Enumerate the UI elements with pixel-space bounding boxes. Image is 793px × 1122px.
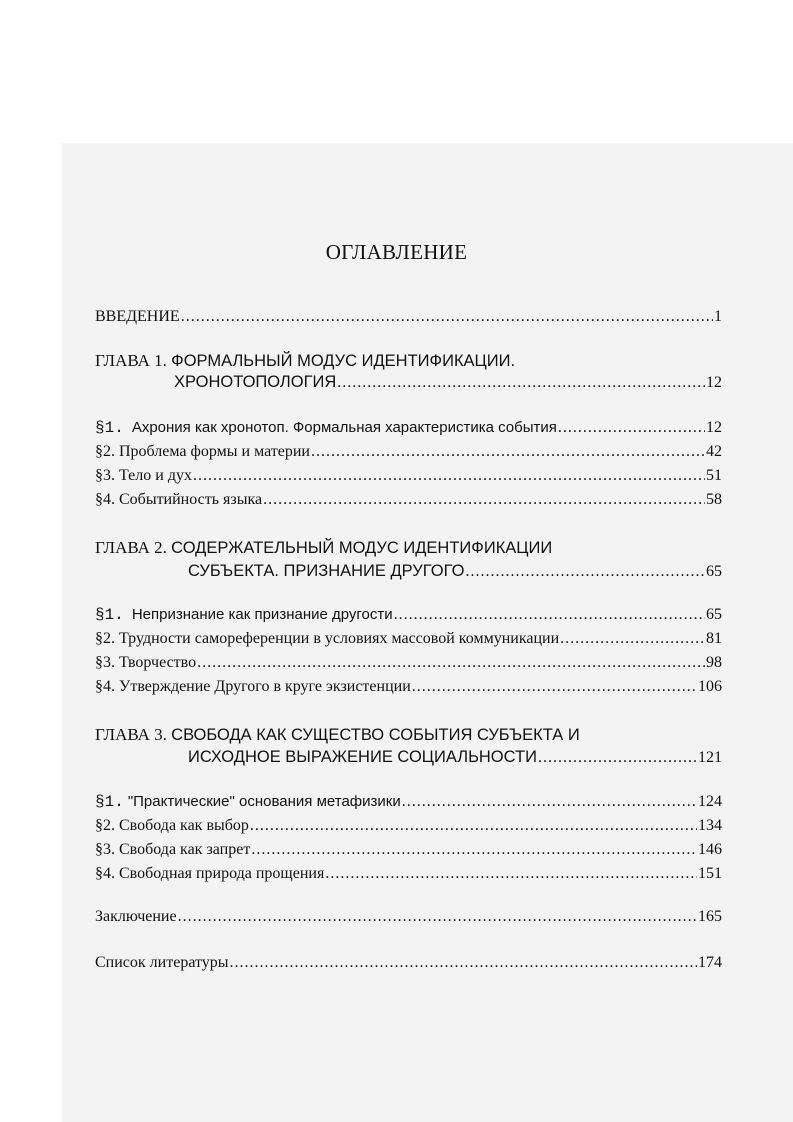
toc-page: 51 xyxy=(706,467,722,484)
toc-page: 98 xyxy=(706,654,722,671)
section-number: §2. xyxy=(95,817,115,834)
chapter-3-heading xyxy=(95,725,580,745)
toc-entry-ch3-s2 xyxy=(95,817,722,841)
toc-entry-ch3-s1 xyxy=(95,793,722,817)
leader-dots xyxy=(558,419,705,437)
leader-dots xyxy=(412,678,697,696)
leader-dots xyxy=(193,467,705,485)
toc-entry-bibliography xyxy=(95,954,722,978)
chapter-1-heading xyxy=(95,351,515,371)
toc-page: 106 xyxy=(698,678,722,695)
section-number: §3. xyxy=(95,654,115,671)
chapter-prefix: ГЛАВА 1. xyxy=(95,351,172,370)
toc-page: 174 xyxy=(698,954,722,971)
toc-label: ВВЕДЕНИЕ xyxy=(95,308,180,325)
chapter-prefix: ГЛАВА 2. xyxy=(95,538,172,557)
toc-entry-ch1-s3 xyxy=(95,467,722,491)
toc-page: 134 xyxy=(698,817,722,834)
toc-entry-ch1-s4 xyxy=(95,491,722,515)
leader-dots xyxy=(465,563,705,581)
section-title: Ахрония как хронотоп. Формальная характеристика события xyxy=(131,419,557,436)
toc-entry-ch2-s4 xyxy=(95,678,722,702)
leader-dots xyxy=(230,954,697,972)
leader-dots xyxy=(250,817,697,835)
toc-entry-ch2-s3 xyxy=(95,654,722,678)
toc-entry-ch3-s4 xyxy=(95,865,722,889)
chapter-2-heading xyxy=(95,538,552,558)
leader-dots xyxy=(402,793,697,811)
leader-dots xyxy=(311,443,705,461)
section-number: §3. xyxy=(95,841,115,858)
toc-page: 124 xyxy=(698,793,722,810)
section-number: §1. xyxy=(95,606,124,624)
page-title: ОГЛАВЛЕНИЕ xyxy=(325,240,468,264)
toc-label: СУБЪЕКТА. ПРИЗНАНИЕ ДРУГОГО xyxy=(188,562,465,580)
chapter-title: СОДЕРЖАТЕЛЬНЫЙ МОДУС ИДЕНТИФИКАЦИИ xyxy=(171,539,553,557)
toc-entry-ch1-s1 xyxy=(95,419,722,443)
leader-dots xyxy=(181,308,713,326)
toc-page: 12 xyxy=(706,374,722,391)
section-number: §4. xyxy=(95,678,115,695)
section-number: §3. xyxy=(95,467,115,484)
section-number: §2. xyxy=(95,443,115,460)
leader-dots xyxy=(394,606,705,624)
leader-dots xyxy=(337,374,705,392)
toc-page: 42 xyxy=(706,443,722,460)
toc-page: 1 xyxy=(714,308,722,325)
toc-entry-ch3-s3 xyxy=(95,841,722,865)
section-title: Утверждение Другого в круге экзистенции xyxy=(119,678,411,695)
section-title: Свободная природа прощения xyxy=(119,865,325,882)
section-title: Событийность языка xyxy=(119,491,263,508)
toc-entry-chapter-1 xyxy=(174,373,722,397)
toc-entry-ch2-s2 xyxy=(95,630,722,654)
leader-dots xyxy=(538,749,697,767)
section-number: §2. xyxy=(95,630,115,647)
section-number: §4. xyxy=(95,491,115,508)
section-title: Трудности самореференции в условиях массовой коммуникации xyxy=(119,630,560,647)
leader-dots xyxy=(325,865,697,883)
toc-entry-intro xyxy=(95,308,722,332)
section-title: Непризнание как признание другости xyxy=(131,606,393,623)
toc-page: 65 xyxy=(706,606,722,623)
leader-dots xyxy=(178,908,697,926)
toc-page: 165 xyxy=(698,908,722,925)
toc-page: 58 xyxy=(706,491,722,508)
toc-label: ХРОНОТОПОЛОГИЯ xyxy=(174,373,337,391)
toc-page: 146 xyxy=(698,841,722,858)
leader-dots xyxy=(197,654,705,672)
section-title: Проблема формы и материи xyxy=(119,443,310,460)
section-number: §4. xyxy=(95,865,115,882)
toc-page: 151 xyxy=(698,865,722,882)
toc-page: 121 xyxy=(698,749,722,766)
toc-entry-chapter-3 xyxy=(188,748,722,772)
toc-page: 81 xyxy=(706,630,722,647)
toc-page: 65 xyxy=(706,563,722,580)
section-number: §1. xyxy=(95,419,124,437)
toc-entry-conclusion xyxy=(95,908,722,932)
leader-dots xyxy=(251,841,697,859)
section-title: Тело и дух xyxy=(119,467,192,484)
section-title: "Практические" основания метафизики xyxy=(127,793,401,810)
chapter-title: СВОБОДА КАК СУЩЕСТВО СОБЫТИЯ СУБЪЕКТА И xyxy=(171,726,580,744)
toc-entry-ch1-s2 xyxy=(95,443,722,467)
leader-dots xyxy=(560,630,705,648)
toc-label: Список литературы xyxy=(95,954,229,971)
chapter-title: ФОРМАЛЬНЫЙ МОДУС ИДЕНТИФИКАЦИИ. xyxy=(171,352,516,370)
section-number: §1. xyxy=(95,793,124,811)
section-title: Творчество xyxy=(119,654,197,671)
toc-page: 12 xyxy=(706,419,722,436)
toc-label: Заключение xyxy=(95,908,177,925)
toc-entry-chapter-2 xyxy=(188,562,722,586)
chapter-prefix: ГЛАВА 3. xyxy=(95,725,172,744)
section-title: Свобода как запрет xyxy=(119,841,251,858)
toc-label: ИСХОДНОЕ ВЫРАЖЕНИЕ СОЦИАЛЬНОСТИ xyxy=(188,748,537,766)
toc-entry-ch2-s1 xyxy=(95,606,722,630)
section-title: Свобода как выбор xyxy=(119,817,249,834)
leader-dots xyxy=(263,491,705,509)
